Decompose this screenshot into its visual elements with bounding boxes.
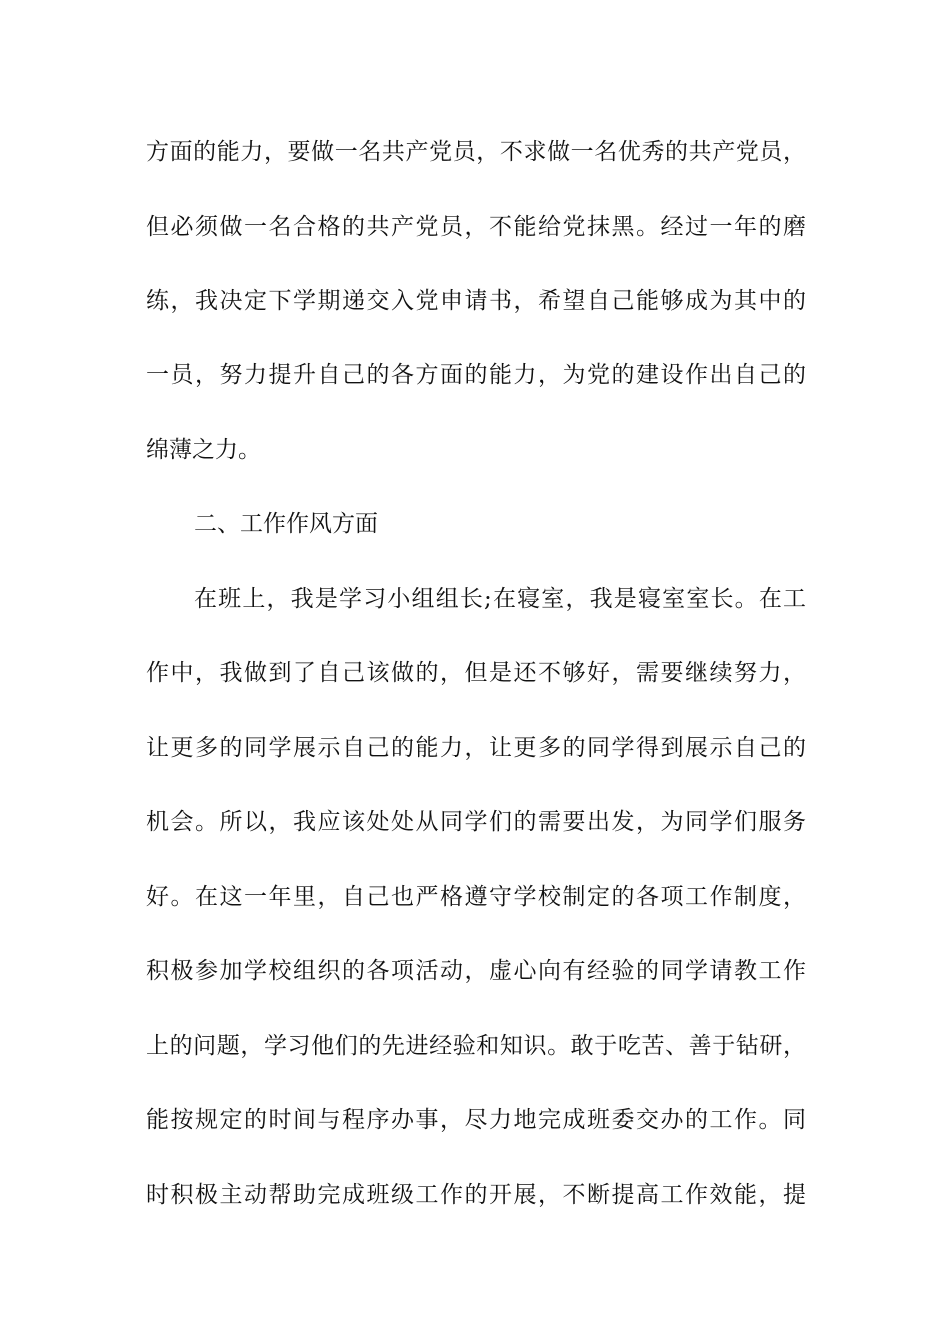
paragraph1-line-1: 方面的能力，要做一名共产党员，不求做一名优秀的共产党员， <box>146 139 806 165</box>
paragraph1-line-4: 一员，努力提升自己的各方面的能力，为党的建设作出自己的 <box>146 362 806 388</box>
paragraph2-line-6: 积极参加学校组织的各项活动，虚心向有经验的同学请教工作 <box>146 958 806 984</box>
paragraph2-line-2: 作中，我做到了自己该做的，但是还不够好，需要继续努力， <box>146 660 806 686</box>
paragraph1-line-5: 绵薄之力。 <box>146 437 261 463</box>
paragraph2-line-3: 让更多的同学展示自己的能力，让更多的同学得到展示自己的 <box>146 735 806 761</box>
paragraph2-line-4: 机会。所以，我应该处处从同学们的需要出发，为同学们服务 <box>146 809 806 835</box>
section-heading: 二、工作作风方面 <box>194 511 378 537</box>
paragraph2-line-7: 上的问题，学习他们的先进经验和知识。敢于吃苦、善于钻研， <box>146 1033 806 1059</box>
paragraph2-line-1: 在班上，我是学习小组组长;在寝室，我是寝室室长。在工 <box>194 586 806 612</box>
paragraph2-line-5: 好。在这一年里，自己也严格遵守学校制定的各项工作制度， <box>146 884 806 910</box>
paragraph1-line-2: 但必须做一名合格的共产党员，不能给党抹黑。经过一年的磨 <box>146 214 806 240</box>
paragraph2-line-9: 时积极主动帮助完成班级工作的开展，不断提高工作效能，提 <box>146 1182 806 1208</box>
paragraph1-line-3: 练，我决定下学期递交入党申请书，希望自己能够成为其中的 <box>146 288 806 314</box>
paragraph2-line-8: 能按规定的时间与程序办事，尽力地完成班委交办的工作。同 <box>146 1107 806 1133</box>
